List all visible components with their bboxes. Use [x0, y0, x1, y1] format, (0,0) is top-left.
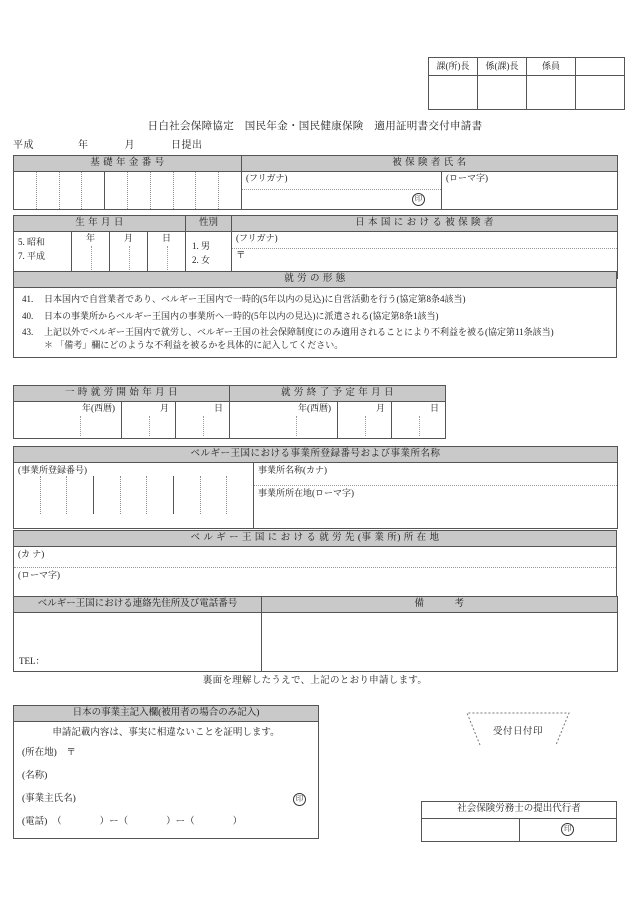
- approval-entry-kakarichou[interactable]: [478, 76, 527, 110]
- belgium-office-reg-cells: [14, 476, 253, 514]
- employer-address-field[interactable]: [22, 748, 310, 760]
- pension-cell[interactable]: [104, 172, 127, 209]
- belgium-office-header-row: [14, 447, 618, 463]
- belgium-workplace-romaji-label: (ローマ字): [18, 570, 60, 580]
- pension-cell[interactable]: [36, 172, 59, 209]
- period-start-day-input[interactable]: [176, 402, 230, 439]
- period-start-day-divider: [203, 416, 204, 436]
- birth-date-header: 生 年 月 日: [14, 216, 186, 232]
- period-end-day-label: 日: [430, 403, 440, 413]
- pension-cell[interactable]: [14, 172, 36, 209]
- submit-year-label: 年: [78, 140, 89, 151]
- birth-sex-address-table: [13, 215, 618, 279]
- seal-icon: 印: [561, 823, 574, 836]
- approval-col-kakariin: 係員: [527, 58, 576, 76]
- receipt-stamp-label: 受付日付印: [492, 727, 543, 737]
- submit-month-label: 月: [124, 140, 135, 151]
- belgium-office-name-label: 事業所名称(カナ): [258, 465, 327, 475]
- insured-name-romaji-input[interactable]: [442, 189, 617, 208]
- employer-header-row: [14, 706, 319, 722]
- belgium-office-reg-cell: [14, 463, 254, 529]
- belgium-workplace-kana-label: (カ ナ): [18, 549, 45, 559]
- pension-cell[interactable]: [59, 172, 82, 209]
- birth-day-label: 日: [162, 233, 172, 243]
- belgium-contact-input[interactable]: [14, 613, 262, 672]
- pension-cell[interactable]: [218, 172, 241, 209]
- insured-name-cell: [242, 172, 618, 210]
- belgium-office-name-addr-cell: [254, 463, 618, 529]
- application-statement: 裏面を理解したうえで、上記のとおり申請します。: [202, 676, 428, 686]
- approval-header-row: [429, 58, 625, 76]
- employer-body-row: [14, 722, 319, 839]
- era-option-showa[interactable]: 5. 昭和: [18, 237, 46, 247]
- belgium-office-addr-field[interactable]: [254, 486, 617, 528]
- pension-header-row: [14, 156, 618, 172]
- employer-address-label: (所在地) 〒: [22, 747, 76, 758]
- belgium-office-reg-label: (事業所登録番号): [18, 465, 87, 475]
- work-option-43-number: 43.: [22, 327, 34, 338]
- period-end-day-input[interactable]: [392, 402, 446, 439]
- period-start-day-label: 日: [214, 403, 224, 413]
- belgium-workplace-header-row: [14, 531, 617, 547]
- period-start-year-label: 年(西暦): [82, 403, 115, 413]
- belgium-office-entry-row: [14, 463, 618, 529]
- period-end-year-divider: [296, 416, 297, 436]
- approval-entry-kachou[interactable]: [429, 76, 478, 110]
- agent-body-row: [422, 819, 617, 842]
- work-option-40-number: 40.: [22, 310, 34, 321]
- belgium-office-reg-input[interactable]: [14, 476, 253, 514]
- seal-icon: 印: [412, 193, 425, 206]
- employer-section-table: [13, 705, 319, 839]
- work-form-header-row: [14, 272, 617, 288]
- employer-certification-text: 申請記載内容は、事実に相違ないことを証明します。: [52, 728, 280, 738]
- contact-header-row: [14, 597, 618, 613]
- period-end-day-divider: [419, 416, 420, 436]
- period-start-year-divider: [80, 416, 81, 436]
- approval-entry-blank[interactable]: [576, 76, 625, 110]
- birth-month-label: 月: [123, 233, 133, 243]
- period-end-month-input[interactable]: [338, 402, 392, 439]
- employer-body-cell: [14, 722, 319, 839]
- agent-header-row: [422, 802, 617, 819]
- employer-fields: [14, 748, 318, 839]
- approval-col-kachou: 課(所)長: [429, 58, 478, 76]
- pension-cell[interactable]: [195, 172, 218, 209]
- japan-address-kana-label: (フリガナ): [232, 232, 617, 249]
- insured-name-kana-block: [242, 172, 442, 209]
- work-period-table: [13, 385, 618, 439]
- period-end-header: 就 労 終 了 予 定 年 月 日: [230, 386, 446, 402]
- receipt-date-stamp: [466, 712, 570, 746]
- belgium-workplace-table: [13, 530, 617, 599]
- insured-name-header: 被 保 険 者 氏 名: [242, 156, 618, 172]
- belgium-workplace-cell: [14, 547, 617, 599]
- postal-mark-icon: 〒: [236, 251, 246, 261]
- period-end-year-input[interactable]: [230, 402, 338, 439]
- work-form-options: [14, 288, 617, 358]
- belgium-office-addr-label: 事業所所在地(ローマ字): [258, 488, 354, 498]
- birth-year-label: 年: [85, 233, 95, 243]
- employer-header: 日本の事業主記入欄(被用者の場合のみ記入): [14, 706, 319, 722]
- belgium-workplace-romaji-field[interactable]: [14, 568, 616, 598]
- work-form-header: 就 労 の 形 態: [14, 272, 617, 288]
- reg-cell[interactable]: [173, 476, 200, 514]
- belgium-workplace-kana-field[interactable]: [14, 547, 616, 568]
- insured-name-split: [242, 172, 617, 209]
- birth-header-row: [14, 216, 618, 232]
- employer-owner-field[interactable]: [22, 794, 310, 806]
- period-filler-header: [446, 386, 618, 402]
- agent-header: 社会保険労務士の提出代行者: [422, 802, 617, 819]
- work-form-list: [14, 288, 616, 357]
- period-start-year-input[interactable]: [14, 402, 122, 439]
- sex-option-female[interactable]: 2. 女: [192, 255, 211, 266]
- work-option-43-text: 上記以外でベルギー王国内で就労し、ベルギー王国の社会保障制度にのみ適用されることにより不利益を被る(協定第11条該当): [44, 327, 554, 338]
- reg-cell[interactable]: [93, 476, 120, 514]
- reg-cell[interactable]: [146, 476, 173, 514]
- work-form-body-row: [14, 288, 617, 358]
- reg-cell[interactable]: [40, 476, 67, 514]
- period-start-header: 一 時 就 労 開 始 年 月 日: [14, 386, 230, 402]
- insured-name-kana-label: (フリガナ): [242, 172, 441, 190]
- reg-cell[interactable]: [120, 476, 147, 514]
- period-start-month-label: 月: [159, 403, 169, 413]
- reg-cell[interactable]: [226, 476, 253, 514]
- period-end-month-label: 月: [376, 403, 386, 413]
- pension-cell[interactable]: [150, 172, 173, 209]
- agent-name-input[interactable]: [422, 819, 520, 842]
- work-option-40-text: 日本の事業所からベルギー王国内の事業所へ一時的(5年以内の見込)に派遣される(協定第8条1該当): [44, 310, 439, 321]
- contact-entry-row: [14, 613, 618, 672]
- japan-address-input[interactable]: [232, 249, 617, 265]
- sex-options: [186, 232, 231, 268]
- belgium-office-table: [13, 446, 618, 529]
- submit-era-label: 平成: [13, 140, 34, 151]
- belgium-workplace-header: ベ ル ギ ー 王 国 に お け る 就 労 先 (事 業 所) 所 在 地: [14, 531, 617, 547]
- pension-entry-row: [14, 172, 618, 210]
- work-option-43[interactable]: [22, 327, 608, 339]
- japan-address-header: 日 本 国 に お け る 被 保 険 者: [232, 216, 618, 232]
- period-start-month-divider: [149, 416, 150, 436]
- employer-tel-field[interactable]: [22, 817, 310, 829]
- submission-date-line: [13, 136, 203, 151]
- period-entry-row: [14, 402, 618, 439]
- sex-option-male[interactable]: 1. 男: [192, 241, 211, 251]
- reg-cell[interactable]: [200, 476, 227, 514]
- belgium-office-header: ベルギー王国における事業所登録番号および事業所名称: [14, 447, 618, 463]
- pension-cell[interactable]: [127, 172, 150, 209]
- employer-name-field[interactable]: [22, 771, 310, 783]
- approval-col-blank: [576, 58, 625, 76]
- agent-seal-cell[interactable]: [519, 819, 617, 842]
- approval-entry-row: [429, 76, 625, 110]
- pension-number-input[interactable]: [14, 172, 242, 210]
- remarks-header: 備 考: [262, 597, 618, 613]
- labor-consultant-agent-table: [421, 801, 617, 842]
- contact-remarks-table: [13, 596, 618, 672]
- belgium-contact-tel-label: TEL：: [19, 655, 45, 666]
- approval-col-kakarichou: 係(課)長: [478, 58, 527, 76]
- approval-stamp-table: [428, 57, 625, 110]
- era-options: [14, 232, 71, 263]
- insured-name-romaji-label: (ローマ字): [446, 173, 488, 183]
- belgium-office-name-field[interactable]: [254, 463, 617, 486]
- work-option-40[interactable]: [22, 311, 608, 323]
- era-option-heisei[interactable]: 7. 平成: [18, 250, 46, 261]
- pension-cell[interactable]: [81, 172, 104, 209]
- approval-entry-kakariin[interactable]: [527, 76, 576, 110]
- employer-tel-label: (電話) （ ）ー（ ）ー（ ）: [22, 816, 243, 827]
- sex-header: 性別: [186, 216, 232, 232]
- belgium-workplace-entry-row: [14, 547, 617, 599]
- insured-name-kana-input[interactable]: [242, 190, 441, 209]
- reg-cell[interactable]: [66, 476, 93, 514]
- employer-name-label: (名称): [22, 770, 48, 781]
- seal-icon: 印: [293, 793, 306, 806]
- employer-owner-label: (事業主氏名): [22, 793, 76, 804]
- insured-name-romaji-block: [442, 172, 617, 209]
- period-end-year-label: 年(西暦): [298, 403, 332, 413]
- belgium-contact-header: ベルギー王国における連絡先住所及び電話番号: [14, 597, 262, 613]
- work-option-41[interactable]: [22, 294, 608, 306]
- work-option-41-text: 日本国内で自営業者であり、ベルギー王国内で一時的(5年以内の見込)に自営活動を行う(協定第8条4該当): [44, 294, 466, 304]
- pension-number-cells: [14, 172, 241, 209]
- work-form-table: [13, 271, 617, 358]
- pension-cell[interactable]: [173, 172, 196, 209]
- period-end-month-divider: [365, 416, 366, 436]
- work-option-41-number: 41.: [22, 294, 34, 304]
- period-start-month-input[interactable]: [122, 402, 176, 439]
- work-form-note: ＊ 「備考」欄にどのような不利益を被るかを具体的に記入してください。: [44, 340, 344, 351]
- period-header-row: [14, 386, 618, 402]
- remarks-input[interactable]: [262, 613, 618, 672]
- reg-cell[interactable]: [14, 476, 40, 514]
- period-filler-body: [446, 402, 618, 439]
- submit-day-label: 日提出: [171, 140, 203, 151]
- document-title: 日白社会保障協定 国民年金・国民健康保険 適用証明書交付申請書: [147, 121, 483, 132]
- pension-number-header: 基 礎 年 金 番 号: [14, 156, 242, 172]
- pension-name-table: [13, 155, 618, 210]
